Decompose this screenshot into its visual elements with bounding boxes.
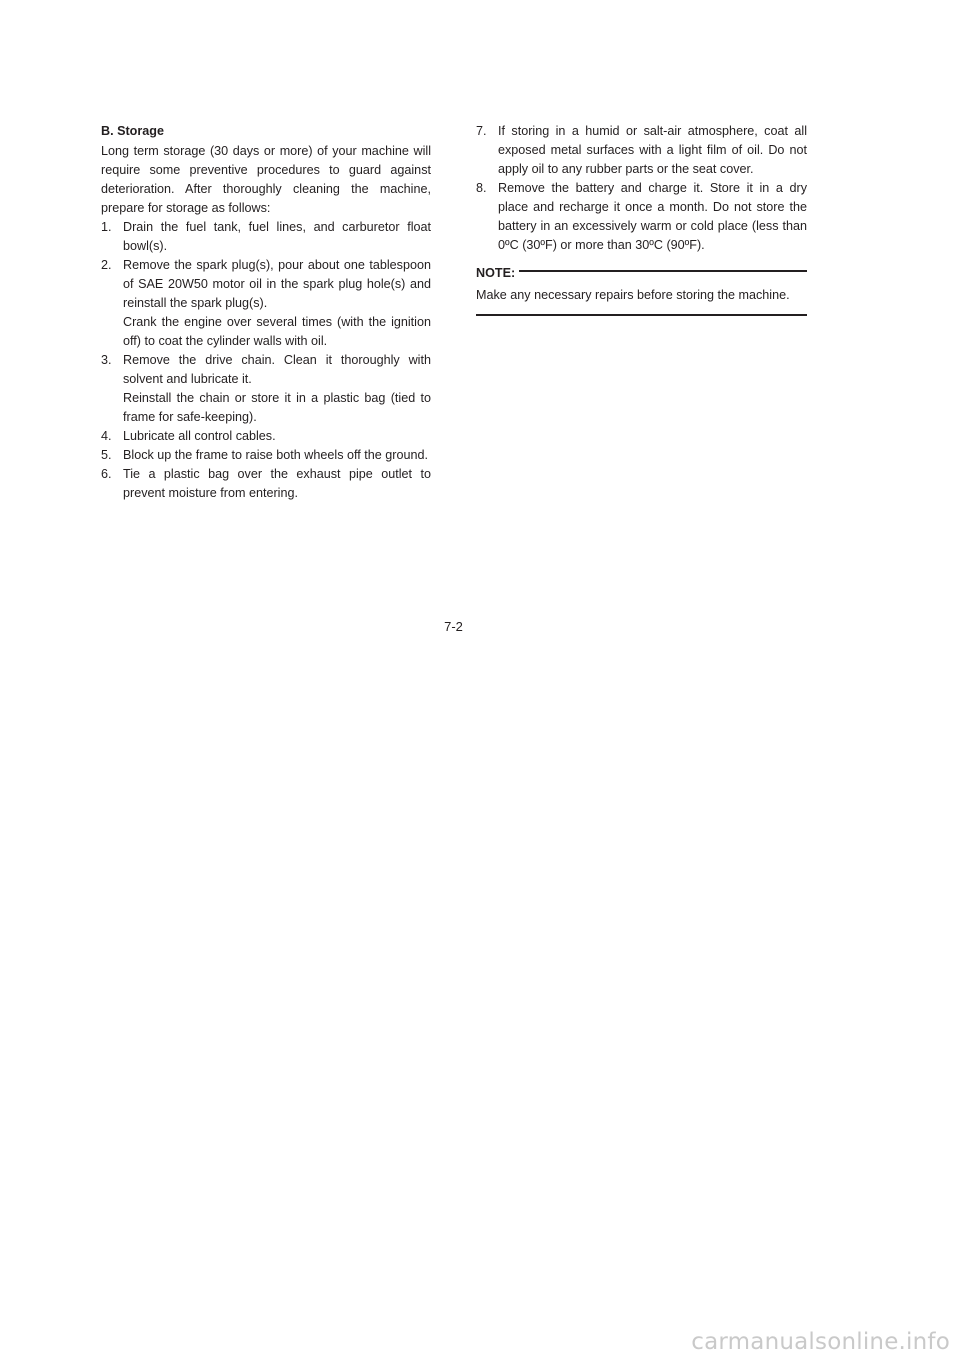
- intro-paragraph: Long term storage (30 days or more) of your machine will require some preventive procedures to guard against deterioration. After thoroughly cleaning the machine, prepare for storage as follows:: [101, 144, 431, 215]
- list-item-extra: Crank the engine over several times (with the ignition off) to coat the cylinder walls with oil.: [123, 315, 431, 348]
- section-heading: B. Storage: [101, 124, 164, 138]
- list-item-number: 7.: [476, 124, 487, 138]
- note-label: NOTE:: [476, 266, 516, 280]
- list-item-text: Block up the frame to raise both wheels off the ground.: [123, 448, 428, 462]
- list-item-text: Remove the battery and charge it. Store it in a dry place and recharge it once a month. Do not store the battery in an excessively warm or cold place (less than 0ºC (30ºF) or more than 30ºC (90ºF).: [498, 181, 807, 252]
- list-item: [101, 351, 431, 389]
- note-text: Make any necessary repairs before storing the machine.: [476, 288, 790, 302]
- right-column: [476, 122, 807, 316]
- list-item-number: 8.: [476, 181, 487, 195]
- list-item-number: 6.: [101, 467, 112, 481]
- list-item-text: If storing in a humid or salt-air atmosphere, coat all exposed metal surfaces with a light film of oil. Do not apply oil to any rubber parts or the seat cover.: [498, 124, 807, 176]
- list-item-number: 2.: [101, 258, 112, 272]
- left-column: [101, 122, 431, 503]
- note-box: [476, 264, 807, 316]
- list-item: [101, 218, 431, 256]
- note-bottom-rule: [476, 314, 807, 316]
- list-item-number: 4.: [101, 429, 112, 443]
- list-item: [476, 179, 807, 255]
- note-top-rule: [519, 270, 807, 272]
- list-item: [476, 122, 807, 179]
- list-item: [101, 446, 431, 465]
- list-item-text: Lubricate all control cables.: [123, 429, 276, 443]
- list-item-text: Remove the drive chain. Clean it thoroughly with solvent and lubricate it.: [123, 353, 431, 386]
- list-item: [101, 256, 431, 313]
- list-item-extra: Reinstall the chain or store it in a plastic bag (tied to frame for safe-keeping).: [123, 391, 431, 424]
- list-item: [101, 427, 431, 446]
- list-item-number: 3.: [101, 353, 112, 367]
- list-item-number: 5.: [101, 448, 112, 462]
- note-header: [476, 264, 807, 283]
- list-item-text: Remove the spark plug(s), pour about one tablespoon of SAE 20W50 motor oil in the spark plug hole(s) and reinstall the spark plug(s).: [123, 258, 431, 310]
- list-item-number: 1.: [101, 220, 112, 234]
- page-number: 7-2: [444, 619, 463, 634]
- list-item-text: Tie a plastic bag over the exhaust pipe outlet to prevent moisture from entering.: [123, 467, 431, 500]
- list-item: [101, 465, 431, 503]
- watermark: carmanualsonline.info: [691, 1329, 950, 1355]
- list-item-text: Drain the fuel tank, fuel lines, and carburetor float bowl(s).: [123, 220, 431, 253]
